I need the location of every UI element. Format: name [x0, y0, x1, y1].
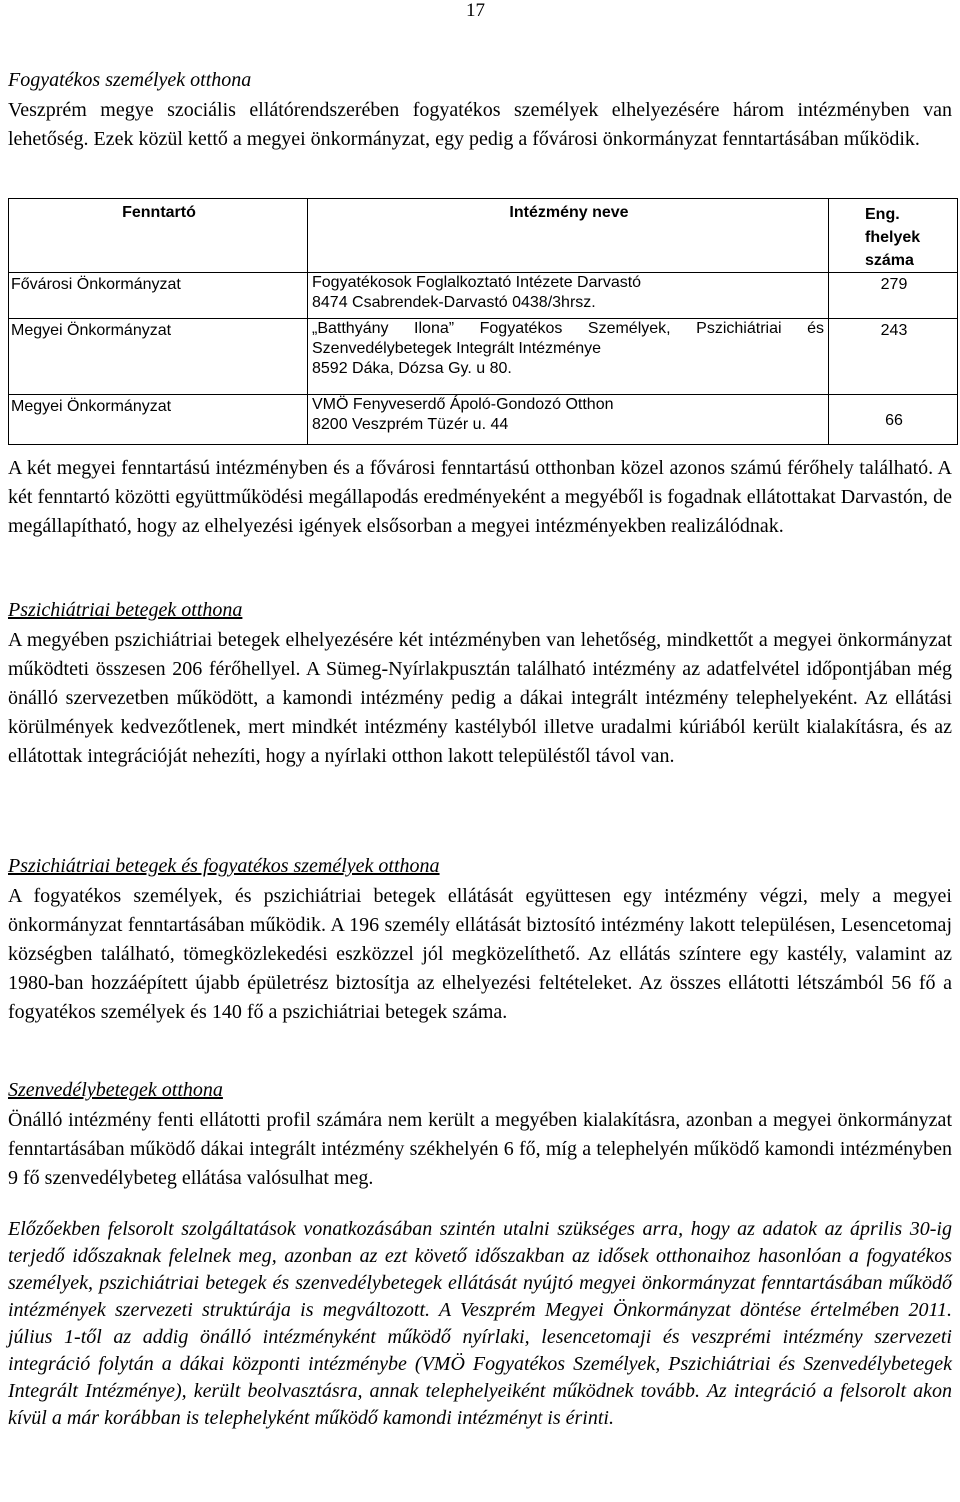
header-ferohelyek: Eng. fhelyek száma	[829, 199, 958, 273]
section-heading-pszichiatriai: Pszichiátriai betegek otthona	[8, 599, 243, 621]
cell-helyek: 66	[829, 395, 958, 445]
cell-intezmeny-name: Fogyatékosok Foglalkoztató Intézete Darvastó	[312, 274, 642, 291]
cell-intezmeny	[308, 319, 829, 395]
closing-italic-paragraph: Előzőekben felsorolt szolgáltatások vonatkozásában szintén utalni szükséges arra, hogy az adatok az április 30-ig terjedő időszaknak felelnek meg, azonban az ezt követő időszakban az idősek otthonaihoz hasonlóan a fogyatékos személyek, pszichiátriai betegek és szenvedélybetegek ellátását nyújtó megyei önkormányzat fenntartásában működő intézmények szervezeti struktúrája is megváltozott. A Veszprém Megyei Önkormányzat döntése értelmében 2011. július 1-től az addig önálló intézményként működő nyírlaki, lesencetomaji és veszprémi intézmény szervezeti integráció folytán a dákai központi intézménybe (VMÖ Fogyatékos Személyek, Pszichiátriai és Szenvedélybetegek Integrált Intézménye), került beolvasztásra, annak telephelyeiként működnek tovább. Az integráció a felsorolt akon kívül a már korábban is telephelyként működő kamondi intézményt is érinti.	[8, 1218, 952, 1429]
cell-intezmeny-address: 8592 Dáka, Dózsa Gy. u 80.	[312, 360, 512, 377]
cell-intezmeny-name: „Batthyány Ilona” Fogyatékos Személyek, Pszichiátriai és Szenvedélybetegek Integrált Intézménye	[312, 320, 824, 357]
section-paragraph-szenvedelybetegek: Önálló intézmény fenti ellátotti profil számára nem került a megyében kialakításra, azonban a megyei önkormányzat fenntartásában működő dákai integrált intézmény székhelyén 6 fő, míg a telephelyén működő kamondi intézményben 9 fő szenvedélybeteg ellátása valósulhat meg.	[8, 1109, 952, 1189]
cell-intezmeny	[308, 273, 829, 319]
table-row	[9, 395, 958, 445]
header-intezmeny-neve: Intézmény neve	[308, 199, 829, 273]
section-paragraph-pszichiatriai: A megyében pszichiátriai betegek elhelyezésére két intézményben van lehetőség, mindkettőt a megyei önkormányzat működteti összesen 206 férőhellyel. A Sümeg-Nyírlakpusztán található intézmény az adatfelvétel időpontjában még önálló szervezetben működött, a kamondi intézmény pedig a dákai integrált intézmény telephelyeként. Az ellátási körülmények kedvezőtlenek, mert mindkét intézmény kastélyból illetve uradalmi kúriából került kialakításra, és az ellátottak integrációját nehezíti, hogy a nyírlaki otthon lakott településtől távol van.	[8, 629, 952, 767]
cell-helyek: 243	[829, 319, 958, 395]
cell-fenntarto: Fővárosi Önkormányzat	[9, 273, 308, 319]
institution-table	[8, 198, 958, 445]
cell-fenntarto: Megyei Önkormányzat	[9, 395, 308, 445]
cell-intezmeny-address: 8474 Csabrendek-Darvastó 0438/3hrsz.	[312, 294, 596, 311]
section-heading-szenvedelybetegek: Szenvedélybetegek otthona	[8, 1079, 223, 1101]
cell-fenntarto: Megyei Önkormányzat	[9, 319, 308, 395]
cell-intezmeny-address: 8200 Veszprém Tüzér u. 44	[312, 416, 509, 433]
cell-intezmeny-name: VMÖ Fenyveserdő Ápoló-Gondozó Otthon	[312, 396, 614, 413]
cell-intezmeny	[308, 395, 829, 445]
table-row	[9, 319, 958, 395]
section-heading-pszichiatriai-fogyatekos: Pszichiátriai betegek és fogyatékos személyek otthona	[8, 855, 440, 877]
section-heading-fogyatekos: Fogyatékos személyek otthona	[8, 69, 252, 91]
header-fenntarto: Fenntartó	[9, 199, 308, 273]
page-number: 17	[466, 0, 485, 21]
table-header-row	[9, 199, 958, 273]
table-row	[9, 273, 958, 319]
cell-helyek: 279	[829, 273, 958, 319]
section-paragraph-fogyatekos: Veszprém megye szociális ellátórendszerében fogyatékos személyek elhelyezésére három intézményben van lehetőség. Ezek közül kettő a megyei önkormányzat, egy pedig a fővárosi önkormányzat fenntartásában működik.	[8, 99, 952, 150]
table-summary-paragraph: A két megyei fenntartású intézményben és a fővárosi fenntartású otthonban közel azonos számú férőhely található. A két fenntartó közötti együttműködési megállapodás eredményeként a megyéből is fogadnak ellátottakat Darvastón, de megállapítható, hogy az elhelyezési igények elsősorban a megyei intézményekben realizálódnak.	[8, 457, 952, 537]
section-paragraph-pszichiatriai-fogyatekos: A fogyatékos személyek, és pszichiátriai betegek ellátását együttesen egy intézmény végzi, mely a megyei önkormányzat fenntartásában működik. A 196 személy ellátását biztosító intézmény lakott településen, Lesencetomaj községben található, tömegközlekedési eszközzel jól megközelíthető. Az ellátás színtere egy kastély, valamint az 1980-ban hozzáépített újabb épületrész biztosítja az elhelyezési feltételeket. Az összes ellátotti létszámból 56 fő a fogyatékos személyek és 140 fő a pszichiátriai betegek száma.	[8, 885, 952, 1023]
